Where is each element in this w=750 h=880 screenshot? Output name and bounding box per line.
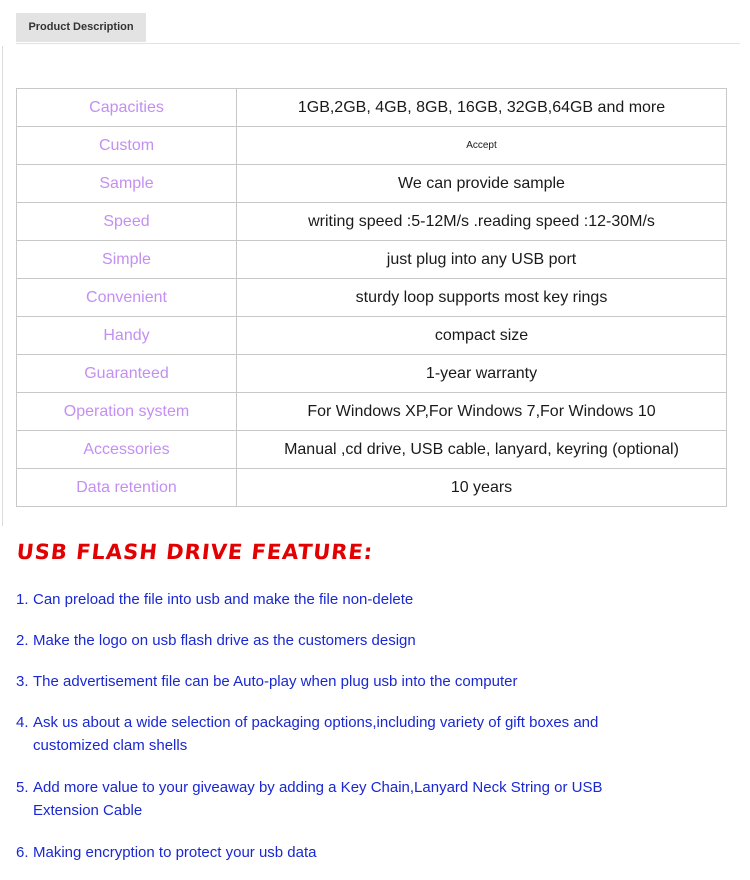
spec-key: Guaranteed: [17, 355, 237, 393]
list-item: [16, 629, 666, 652]
left-divider: [2, 46, 3, 526]
spec-value: compact size: [237, 317, 727, 355]
table-row: [17, 279, 727, 317]
spec-value: 1GB,2GB, 4GB, 8GB, 16GB, 32GB,64GB and more: [237, 89, 727, 127]
list-item-text: Make the logo on usb flash drive as the customers design: [33, 632, 416, 649]
spec-value: For Windows XP,For Windows 7,For Windows 10: [237, 393, 727, 431]
spec-key: Simple: [17, 241, 237, 279]
spec-value: just plug into any USB port: [237, 241, 727, 279]
list-item-number: 4.: [16, 714, 29, 731]
spec-value: Manual ,cd drive, USB cable, lanyard, keyring (optional): [237, 431, 727, 469]
table-row: [17, 127, 727, 165]
list-item: [16, 776, 666, 822]
table-row: [17, 355, 727, 393]
table-row: [17, 241, 727, 279]
table-row: [17, 393, 727, 431]
tab-product-description[interactable]: Product Description: [16, 13, 146, 42]
spec-value: writing speed :5-12M/s .reading speed :12-30M/s: [237, 203, 727, 241]
table-row: [17, 89, 727, 127]
list-item: [16, 670, 666, 693]
table-row: [17, 431, 727, 469]
feature-heading: USB FLASH DRIVE FEATURE:: [15, 540, 375, 564]
tab-divider: [16, 43, 740, 44]
table-row: [17, 203, 727, 241]
list-item-number: 2.: [16, 632, 29, 649]
table-row: [17, 469, 727, 507]
list-item-number: 1.: [16, 591, 29, 608]
list-item-text: Making encryption to protect your usb data: [33, 844, 317, 861]
spec-value: Accept: [237, 127, 727, 165]
table-row: [17, 165, 727, 203]
spec-value: sturdy loop supports most key rings: [237, 279, 727, 317]
spec-key: Custom: [17, 127, 237, 165]
list-item: [16, 841, 666, 864]
spec-table: [16, 88, 727, 507]
spec-key: Accessories: [17, 431, 237, 469]
list-item: [16, 588, 666, 611]
tab-bar: [0, 0, 750, 46]
spec-value: We can provide sample: [237, 165, 727, 203]
spec-key: Handy: [17, 317, 237, 355]
list-item-number: 5.: [16, 779, 29, 796]
spec-key: Data retention: [17, 469, 237, 507]
list-item-text: Add more value to your giveaway by adding a Key Chain,Lanyard Neck String or USB Extension Cable: [33, 779, 603, 819]
list-item-text: Ask us about a wide selection of packaging options,including variety of gift boxes and customized clam shells: [33, 714, 599, 754]
list-item-number: 6.: [16, 844, 29, 861]
spec-value: 10 years: [237, 469, 727, 507]
spec-key: Speed: [17, 203, 237, 241]
table-row: [17, 317, 727, 355]
spec-key: Convenient: [17, 279, 237, 317]
list-item: [16, 711, 666, 757]
feature-list: [16, 588, 666, 864]
spec-key: Operation system: [17, 393, 237, 431]
spec-value: 1-year warranty: [237, 355, 727, 393]
spec-key: Capacities: [17, 89, 237, 127]
spec-key: Sample: [17, 165, 237, 203]
list-item-text: Can preload the file into usb and make the file non-delete: [33, 591, 414, 608]
list-item-number: 3.: [16, 673, 29, 690]
list-item-text: The advertisement file can be Auto-play when plug usb into the computer: [33, 673, 518, 690]
